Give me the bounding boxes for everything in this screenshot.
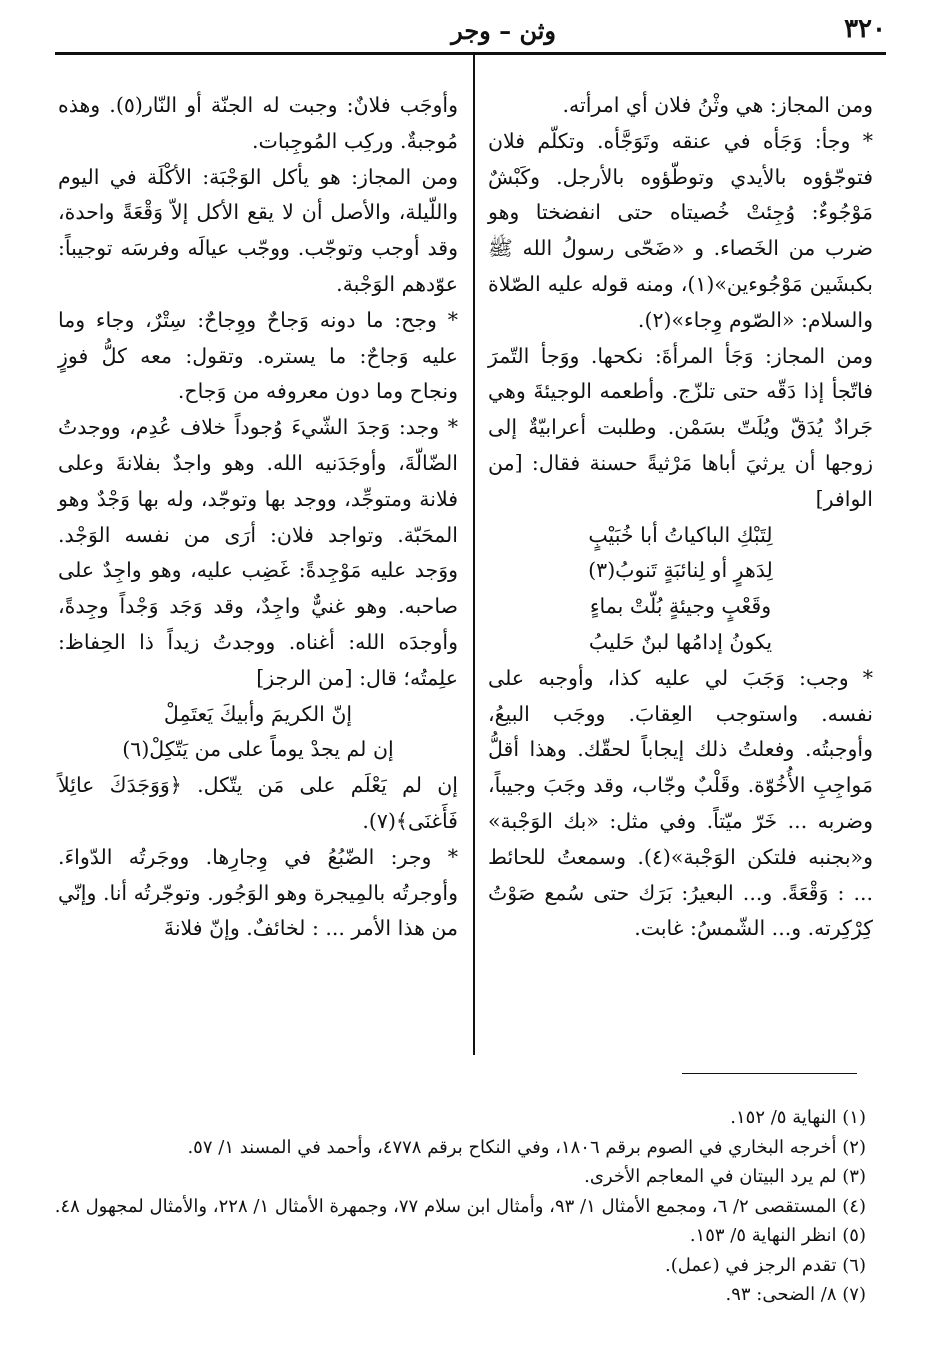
footnote: (٢) أخرجه البخاري في الصوم برقم ١٨٠٦، وفي النكاح برقم ٤٧٧٨، وأحمد في المسند ١/ ٥٧. bbox=[187, 1136, 866, 1158]
poem bbox=[488, 518, 873, 661]
left-column bbox=[58, 88, 458, 1048]
entry-paragraph: وأوجَب فلانٌ: وجبت له الجنّة أو النّار(٥). وهذه مُوجبةٌ. وركِب المُوجِبات. bbox=[58, 93, 459, 153]
entry-paragraph: ومن المجاز: وَجَأ المرأةَ: نكحها. ووَجأ التّمرَ فاتّجأ إذا دَقّه حتى تلزّج. وأطعمه الوجيئةَ وهي جَرادٌ يُدَقّ ويُلَتّ بسَمْن. وطلبت أعرابيّةٌ إلى زوجها أن يرثيَ أباها مَرْثيةً حسنة فقال: [من الوافر] bbox=[488, 343, 873, 511]
footnote-rule bbox=[682, 1073, 857, 1074]
header-rule bbox=[55, 52, 886, 55]
verse-line: يكونُ إدامُها لبنٌ حَليبُ bbox=[588, 629, 773, 654]
footnotes bbox=[54, 1103, 866, 1310]
footnote: (٣) لم يرد البيتان في المعاجم الأخرى. bbox=[584, 1166, 866, 1187]
verse-line: لِدَهرٍ أو لِنائبَةٍ تَنوبُ(٣) bbox=[588, 558, 773, 583]
verse-line: إن لم يجدْ يوماً على من يَتّكِلْ(٦) bbox=[122, 737, 394, 762]
entry-wjb: * وجب: وَجَبَ لي عليه كذا، وأوجبه على نفسه. واستوجب العِقابَ. ووجَب البيعُ، وأوجبتُه. وفعلتُ ذلك إيجاباً لحقّك. وهذا أقلُّ مَواجِبِ الأُخُوّة. وقَلْبٌ وجّاب، وقد وجَبَ وجيباً، وضربه ... خَرّ ميّتاً. وفي مثل: «بك الوَجْبة» و«بجنبه فلتكن الوَجْبة»(٤). وسمعتُ للحائط ... : وَقْعَةً. و... البعيرُ: بَرَك حتى سُمع صَوْتُ كِرْكِرته. و... الشّمسُ: غابت. bbox=[488, 665, 873, 941]
entry-wjd: * وجد: وَجدَ الشّيءَ وُجوداً خلاف عُدِم، ووجدتُ الضّالّةَ، وأوجَدَنيه الله. وهو واجدٌ بفلانةَ وعلى فلانة ومتوجِّد، ووجد بها وتوجّد، وله بها وَجْدٌ وهو المحَبّة. وتواجد فلان: أرَى من نفسه الوَجْد. ووَجد عليه مَوْجِدةً: غَضِب عليه، وهو واجِدٌ على صاحبه. وهو غنيٌّ واجِدٌ، وقد وَجَد وَجْداً وجِدةً، وأوجدَه الله: أغناه. ووجدتُ زيداً ذا الحِفاظ: علِمتُه؛ قال: [من الرجز] bbox=[58, 415, 458, 690]
verse-line: إنّ الكريمَ وأبيكَ يَعتَمِلْ bbox=[163, 701, 353, 726]
page-header bbox=[55, 14, 886, 50]
entry-paragraph: ومن المجاز: هي وثْنُ فلان أي امرأته. bbox=[562, 93, 873, 117]
entry-wja: * وجأ: وَجَأه في عنقه وتَوَجَّأه. وتكلّم فلان فتوجّؤوه بالأيدي وتوطّؤوه بالأرجل. وكَبْشٌ مَوْجُوءٌ: وُجِئتْ خُصيتاه حتى انفضختا وهو ضرب من الخَصاء. و «ضَحّى رسولُ الله ﷺ بكبشَين مَوْجُوءين»(١)، ومنه قوله عليه الصّلاة والسلام: «الصّوم وِجاء»(٢). bbox=[488, 128, 873, 332]
entry-wjh: * وجح: ما دونه وَجاحٌ ووِجاحٌ: سِتْرٌ، وجاء وما عليه وَجاحٌ: ما يستره. وتقول: معه كلُّ فوزٍ ونجاح وما دون معروفه من وَجاح. bbox=[58, 307, 458, 404]
footnote: (١) النهاية ٥/ ١٥٢. bbox=[730, 1107, 866, 1128]
entry-wjr: * وجر: الضّبُعُ في وِجارِها. ووجَرتُه الدّواءَ. وأوجرتُه بالمِيجرة وهو الوَجُور. وتوجّرتُه أنا. وإنّي من هذا الأمر ... : لخائفٌ. وإنّ فلانةَ bbox=[58, 844, 458, 941]
entry-paragraph: إن لم يَعْلَم على مَن يتّكل. ﴿وَوَجَدَكَ عائِلاً فَأَغنَى﴾(٧). bbox=[58, 773, 458, 833]
poem bbox=[58, 697, 458, 769]
verse-line: لِتَبْكِ الباكياتُ أبا خُبَيْبٍ bbox=[588, 522, 773, 547]
footnote: (٧) ٨/ الضحى: ٩٣. bbox=[725, 1284, 866, 1305]
footnote: (٦) تقدم الرجز في (عمل). bbox=[665, 1254, 866, 1276]
running-title: وثن – وجر bbox=[451, 16, 556, 45]
verse-line: وقَعْبٍ وجيئةٍ بُلّتْ بماءٍ bbox=[589, 594, 772, 619]
page-number: ٣٢٠ bbox=[844, 14, 886, 44]
column-divider bbox=[473, 55, 475, 1055]
right-column bbox=[488, 88, 873, 1048]
entry-paragraph: ومن المجاز: هو يأكل الوَجْبَة: الأكْلَة في اليوم واللّيلة، والأصل أن لا يقع الأكل إلاّ وَقْعَةً واحدة، وقد أوجب وتوجّب. ووجّب عيالَه وفرسَه توجيباً: عوّدهم الوَجْبة. bbox=[58, 164, 458, 296]
footnote: (٤) المستقصى ٢/ ٦، ومجمع الأمثال ١/ ٩٣، وأمثال ابن سلام ٧٧، وجمهرة الأمثال ١/ ٢٢٨، والأمثال لمجهول ٤٨. bbox=[54, 1195, 866, 1217]
footnote: (٥) انظر النهاية ٥/ ١٥٣. bbox=[689, 1225, 866, 1246]
